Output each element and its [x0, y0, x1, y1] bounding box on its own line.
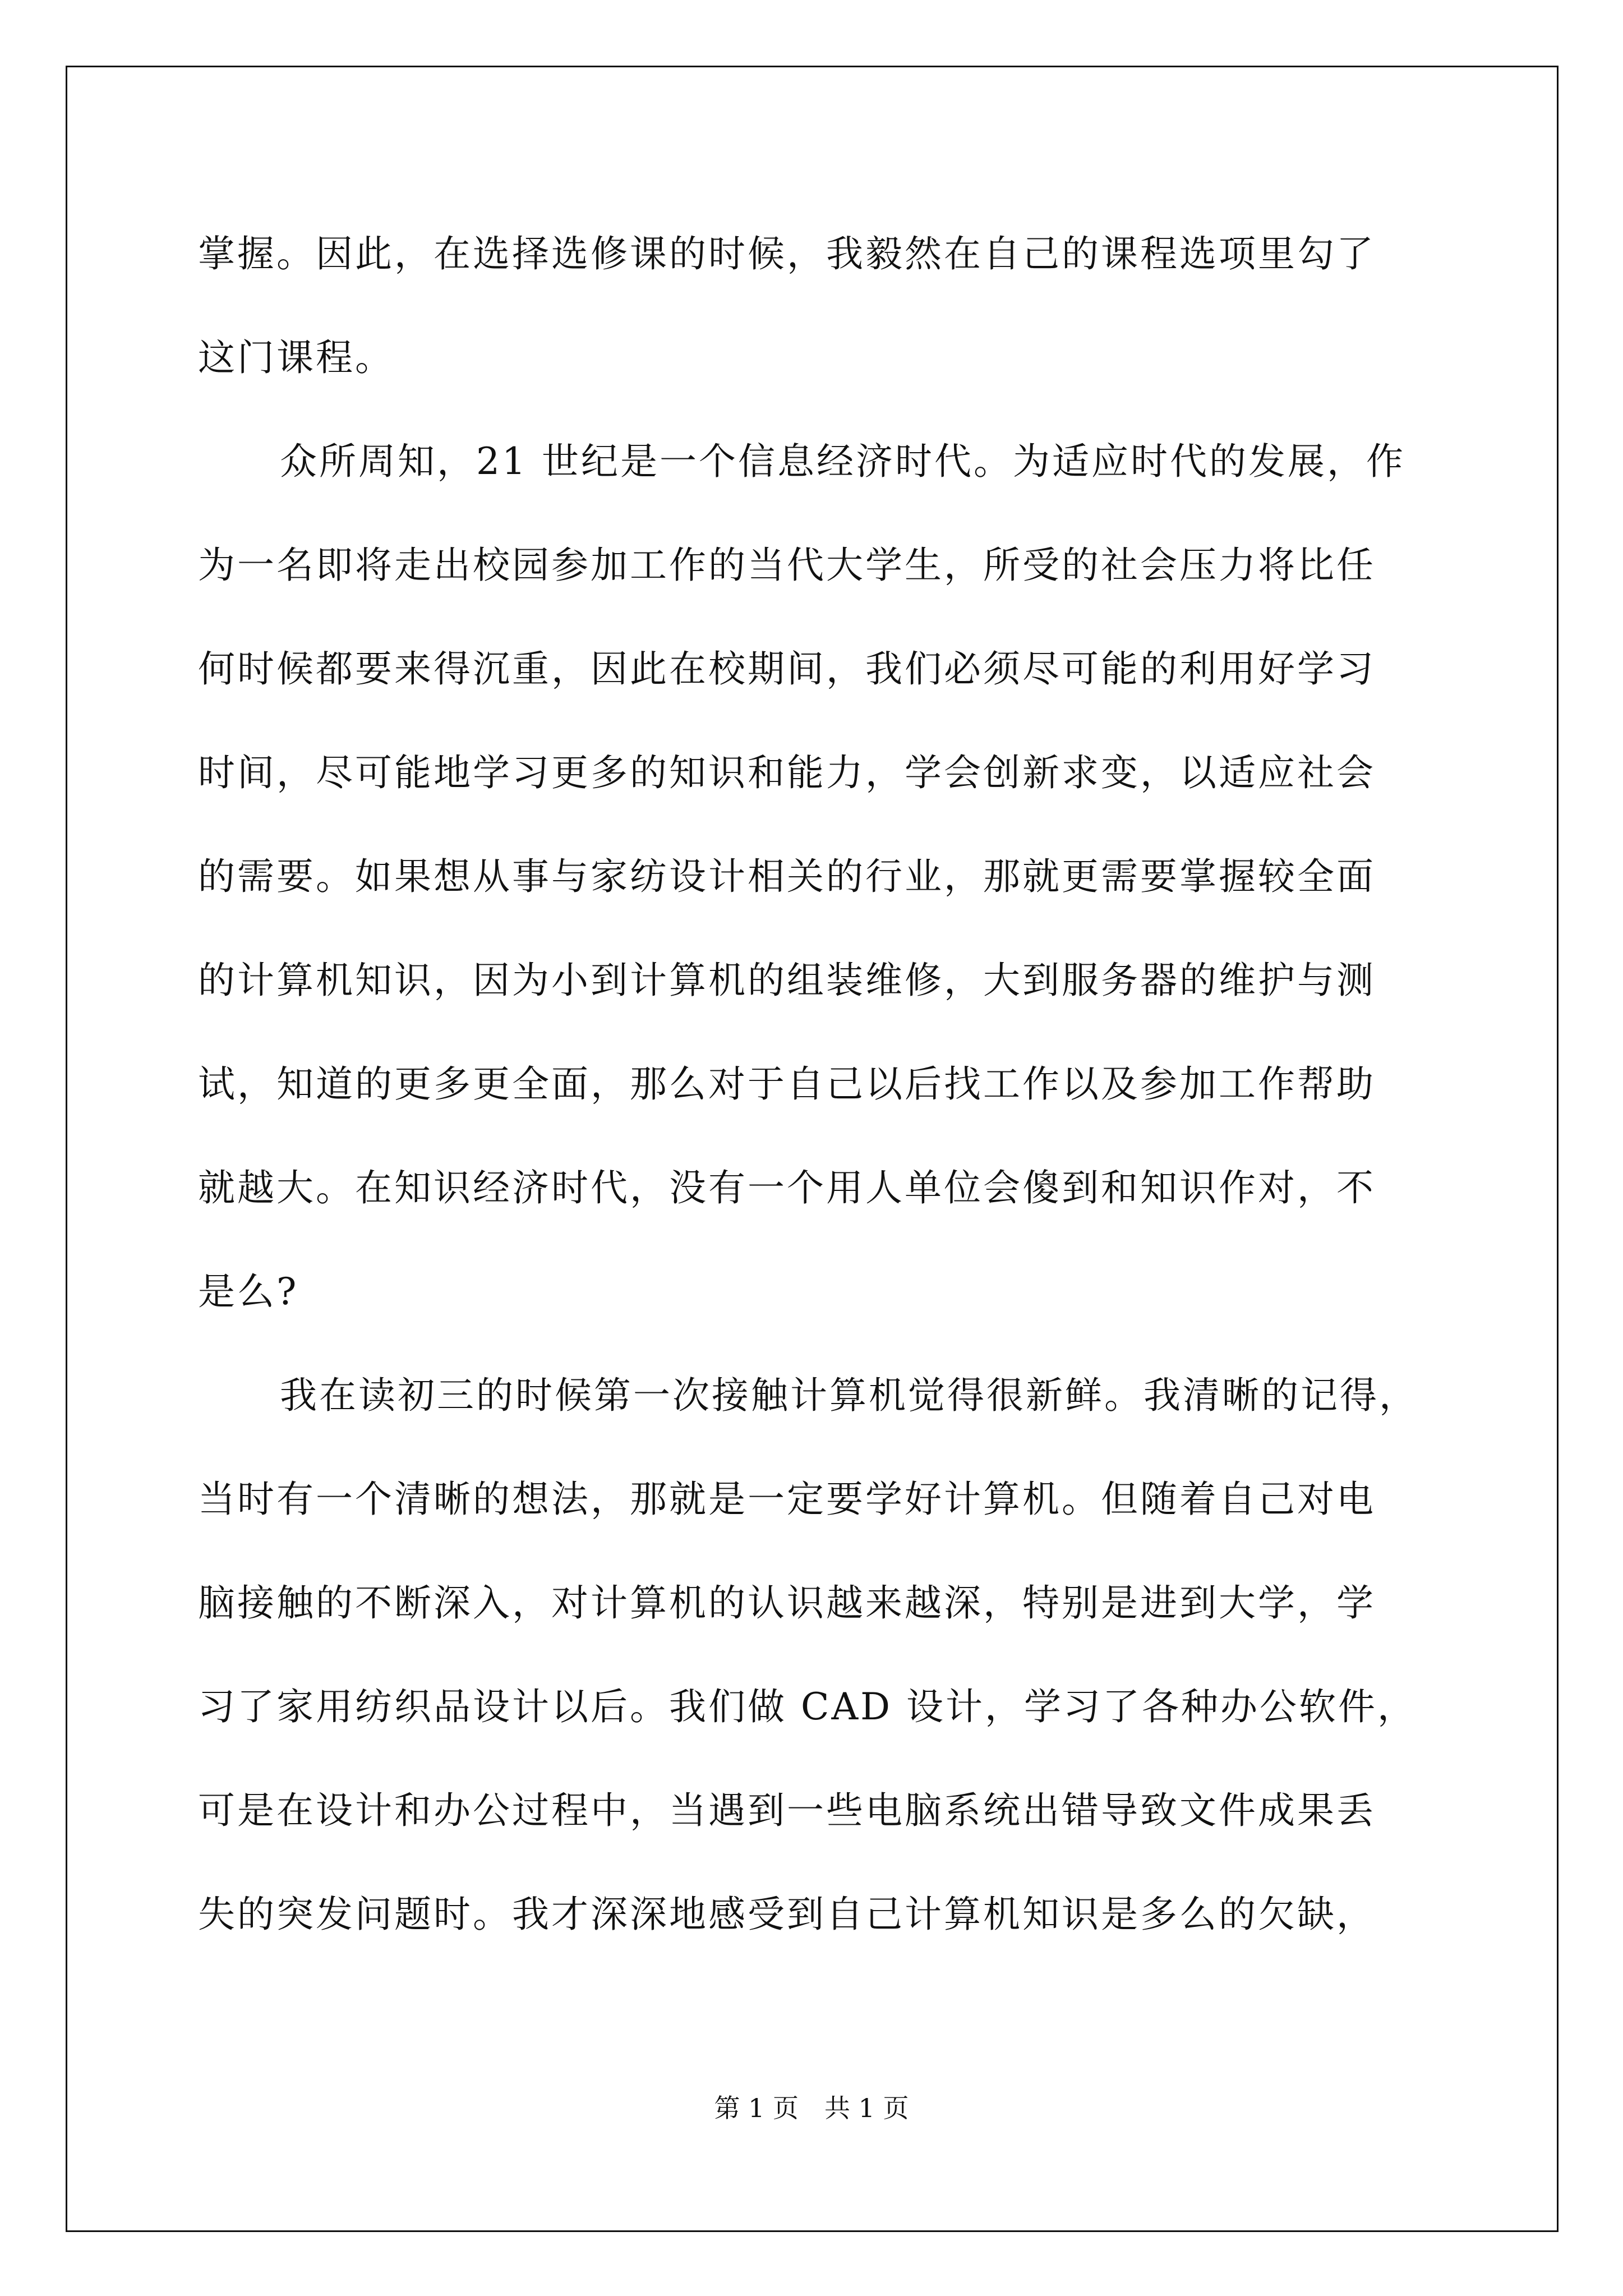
text-line: 这门课程。 [198, 336, 394, 379]
text-line: 就越大。在知识经济时代，没有一个用人单位会傻到和知识作对，不 [198, 1166, 1376, 1209]
page-number-footer: 第 1 页 共 1 页 [714, 2093, 909, 2123]
text-line: 失的突发问题时。我才深深地感受到自己计算机知识是多么的欠缺， [198, 1893, 1376, 1936]
text-line: 何时候都要来得沉重，因此在校期间，我们必须尽可能的利用好学习 [198, 647, 1376, 691]
text-line: 可是在设计和办公过程中，当遇到一些电脑系统出错导致文件成果丢 [198, 1789, 1376, 1832]
text-line: 为一名即将走出校园参加工作的当代大学生，所受的社会压力将比任 [198, 544, 1376, 587]
paragraph [198, 409, 1432, 1343]
text-line: 脑接触的不断深入，对计算机的认识越来越深，特别是进到大学，学 [198, 1581, 1376, 1625]
paragraph [198, 1343, 1432, 1966]
text-line: 的计算机知识，因为小到计算机的组装维修，大到服务器的维护与测 [198, 959, 1376, 1002]
text-line: 掌握。因此，在选择选修课的时候，我毅然在自己的课程选项里勾了 [198, 232, 1376, 275]
text-line: 试，知道的更多更全面，那么对于自己以后找工作以及参加工作帮助 [198, 1062, 1376, 1106]
text-line: 的需要。如果想从事与家纺设计相关的行业，那就更需要掌握较全面 [198, 855, 1376, 898]
text-line: 我在读初三的时候第一次接触计算机觉得很新鲜。我清晰的记得， [280, 1374, 1418, 1417]
document-body [198, 202, 1432, 1966]
text-line: 习了家用纺织品设计以后。我们做 CAD 设计，学习了各种办公软件， [198, 1685, 1417, 1728]
paragraph [198, 202, 1432, 409]
text-line: 众所周知，21 世纪是一个信息经济时代。为适应时代的发展，作 [280, 440, 1405, 483]
text-line: 当时有一个清晰的想法，那就是一定要学好计算机。但随着自己对电 [198, 1478, 1376, 1521]
text-line: 是么? [198, 1270, 299, 1313]
text-line: 时间，尽可能地学习更多的知识和能力，学会创新求变，以适应社会 [198, 751, 1376, 794]
